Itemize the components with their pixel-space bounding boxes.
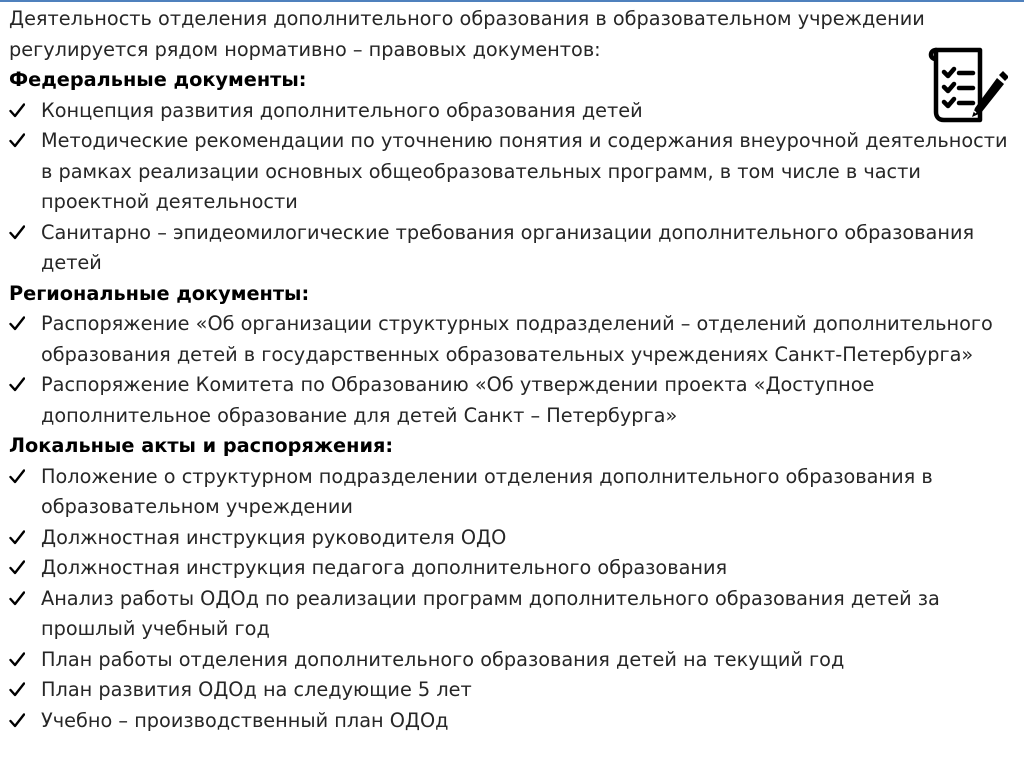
list-item-text: Распоряжение «Об организации структурных подразделений – отделений дополнительного образования детей в государственных образовательных учреждениях Санкт-Петербурга» (41, 312, 993, 366)
list-item-text: План работы отделения дополнительного образования детей на текущий год (41, 647, 845, 671)
list-item-text: Анализ работы ОДОд по реализации программ дополнительного образования детей за прошлый учебный год (41, 586, 940, 640)
checkmark-icon (9, 469, 25, 484)
top-rule (0, 0, 1024, 2)
list-item-text: Должностная инструкция педагога дополнительного образования (41, 556, 728, 579)
checkmark-icon (9, 682, 25, 697)
list-item-text: Методические рекомендации по уточнению понятия и содержания внеурочной деятельности в рамках реализации основных общеобразовательных программ, в том числе в части проектной деятельности (41, 129, 1008, 213)
list-item (9, 553, 1019, 584)
list-item (9, 309, 1019, 370)
list-item (9, 370, 1019, 431)
list-item (9, 96, 1019, 127)
section-heading-local: Локальные акты и распоряжения: (9, 434, 394, 457)
checkmark-icon (9, 316, 25, 331)
list-item (9, 218, 1019, 279)
checkmark-icon (9, 560, 25, 575)
checkmark-icon (9, 652, 25, 667)
list-item-text: Должностная инструкция руководителя ОДО (41, 525, 507, 549)
list-item (9, 706, 1019, 737)
list-item (9, 126, 1019, 218)
checkmark-icon (9, 133, 25, 148)
checkmark-icon (9, 591, 25, 606)
list-item-text: Концепция развития дополнительного образования детей (41, 98, 643, 122)
checkmark-icon (9, 225, 25, 240)
list-item-text: Положение о структурном подразделении отделения дополнительного образования в образовательном учреждении (41, 464, 933, 518)
list-item (9, 584, 1019, 645)
list-item (9, 462, 1019, 523)
list-item-text: Распоряжение Комитета по Образованию «Об утверждении проекта «Доступное дополнительное образование для детей Санкт – Петербурга» (41, 373, 875, 427)
document-body (9, 4, 1019, 736)
checkmark-icon (9, 713, 25, 728)
intro-text: Деятельность отделения дополнительного образования в образовательном учреждении регулируется рядом нормативно – правовых документов: (9, 7, 925, 61)
checkmark-icon (9, 530, 25, 545)
list-item (9, 523, 1019, 554)
list-item-text: Санитарно – эпидеомилогические требования организации дополнительного образования детей (41, 220, 975, 274)
section-heading-federal: Федеральные документы: (9, 68, 307, 91)
list-item (9, 675, 1019, 706)
list-item-text: Учебно – производственный план ОДОд (41, 708, 449, 732)
checkmark-icon (9, 103, 25, 118)
section-heading-regional: Региональные документы: (9, 281, 310, 305)
list-item-text: План развития ОДОд на следующие 5 лет (41, 678, 472, 701)
list-item (9, 645, 1019, 676)
checkmark-icon (9, 377, 25, 392)
